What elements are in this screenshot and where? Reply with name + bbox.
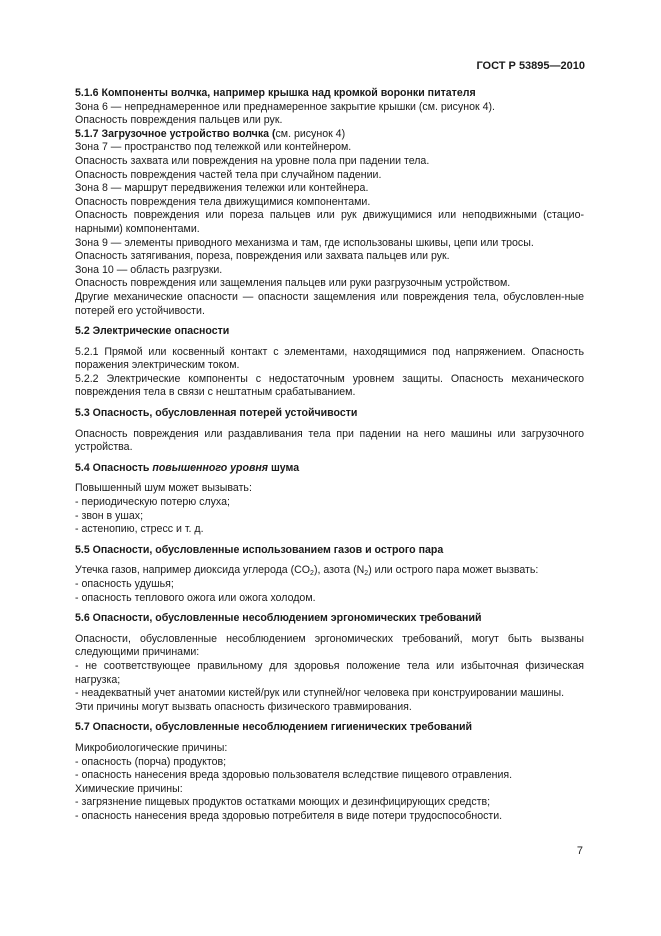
list-item: - астенопию, стресс и т. д.: [75, 523, 204, 536]
paragraph: Другие механические опасности — опасности защемления или повреждения тела, обусловлен-ные потерей его устойчивости.: [75, 290, 584, 317]
paragraph: Опасность повреждения или пореза пальцев или рук движущимися или неподвижными (стацио-нарными) компонентами.: [75, 209, 584, 235]
paragraph: Опасность повреждения или защемления пальцев или руки разгрузочным устройством.: [75, 277, 511, 290]
paragraph: Опасность повреждения частей тела при случайном падении.: [75, 168, 382, 181]
document-body: [75, 87, 584, 824]
list-item: - опасность нанесения вреда здоровью потребителя в виде потери трудоспособности.: [75, 809, 503, 822]
section-5-2-title: 5.2 Электрические опасности: [75, 325, 230, 338]
paragraph: Эти причины могут вызвать опасность физического травмирования.: [75, 700, 412, 713]
section-title-rest: см. рисунок 4): [275, 127, 346, 140]
list-item: - опасность удушья;: [75, 578, 174, 590]
paragraph: Зона 9 — элементы приводного механизма и там, где использованы шкивы, цепи или тросы.: [75, 236, 534, 249]
section-5-7-title: 5.7 Опасности, обусловленные несоблюдением гигиенических требований: [75, 721, 472, 734]
paragraph: Зона 6 — непреднамеренное или преднамеренное закрытие крышки (см. рисунок 4).: [75, 100, 495, 113]
list-item: - неадекватный учет анатомии кистей/рук или ступней/ног человека при конструировании машины.: [75, 687, 565, 700]
list-item: - опасность (порча) продуктов;: [75, 755, 227, 768]
subscript: 2: [364, 570, 369, 578]
list-item: - периодическую потерю слуха;: [75, 496, 230, 509]
list-item: - не соответствующее правильному для здоровья положение тела или избыточная физическая нагрузка;: [75, 659, 584, 686]
subscript: 2: [310, 570, 314, 578]
paragraph: 5.2.1 Прямой или косвенный контакт с элементами, находящимися под напряжением. Опасность поражения электрическим током.: [75, 345, 584, 372]
paragraph: Зона 10 — область разгрузки.: [75, 263, 223, 276]
section-5-6-title: 5.6 Опасности, обусловленные несоблюдением эргономических требований: [75, 612, 482, 625]
section-5-5-title: 5.5 Опасности, обусловленные использованием газов и острого пара: [75, 543, 444, 556]
paragraph: Зона 8 — маршрут передвижения тележки или контейнера.: [75, 182, 369, 195]
paragraph: Опасности, обусловленные несоблюдением эргономических требований, могут быть вызваны следующими причинами:: [75, 632, 584, 659]
paragraph: 5.2.2 Электрические компоненты с недостаточным уровнем защиты. Опасность механического повреждения тела в связи с нештатным срабатыванием.: [75, 372, 584, 399]
section-5-3-title: 5.3 Опасность, обусловленная потерей устойчивости: [75, 407, 358, 420]
title-italic-part: повышенного уровня: [152, 461, 269, 474]
paragraph: Опасность затягивания, пореза, повреждения или захвата пальцев или рук.: [75, 250, 450, 263]
text-part: Утечка газов, например диоксида углерода (CO: [75, 564, 311, 577]
list-item: - загрязнение пищевых продуктов остатками моющих и дезинфицирующих средств;: [75, 796, 491, 809]
title-part: шума: [268, 461, 300, 474]
text-part: ) или острого пара может вызвать:: [368, 564, 539, 577]
paragraph: Повышенный шум может вызывать:: [75, 482, 252, 495]
title-part: 5.4 Опасность: [75, 461, 153, 474]
paragraph: [75, 564, 584, 578]
paragraph: Зона 7 — пространство под тележкой или контейнером.: [75, 141, 352, 154]
list-item: - опасность нанесения вреда здоровью пользователя вследствие пищевого отравления.: [75, 769, 513, 782]
page-number: 7: [576, 845, 583, 857]
section-5-1-7-title: [75, 128, 584, 142]
paragraph: Опасность повреждения или раздавливания тела при падении на него машины или загрузочного устройства.: [75, 427, 584, 454]
section-5-4-title: [75, 462, 584, 476]
paragraph: Химические причины:: [75, 782, 183, 795]
section-title-bold: 5.1.7 Загрузочное устройство волчка (: [75, 127, 276, 140]
document-header: ГОСТ Р 53895—2010: [476, 60, 585, 72]
list-item: - звон в ушах;: [75, 509, 144, 522]
text-part: ), азота (N: [313, 564, 365, 577]
paragraph: Микробиологические причины:: [75, 741, 228, 754]
list-item: - опасность теплового ожога или ожога холодом.: [75, 591, 316, 604]
paragraph: Опасность повреждения пальцев или рук.: [75, 114, 283, 127]
paragraph: Опасность повреждения тела движущимися компонентами.: [75, 195, 371, 208]
section-5-1-6-title: 5.1.6 Компоненты волчка, например крышка над кромкой воронки питателя: [75, 87, 476, 99]
paragraph: Опасность захвата или повреждения на уровне пола при падении тела.: [75, 154, 430, 167]
